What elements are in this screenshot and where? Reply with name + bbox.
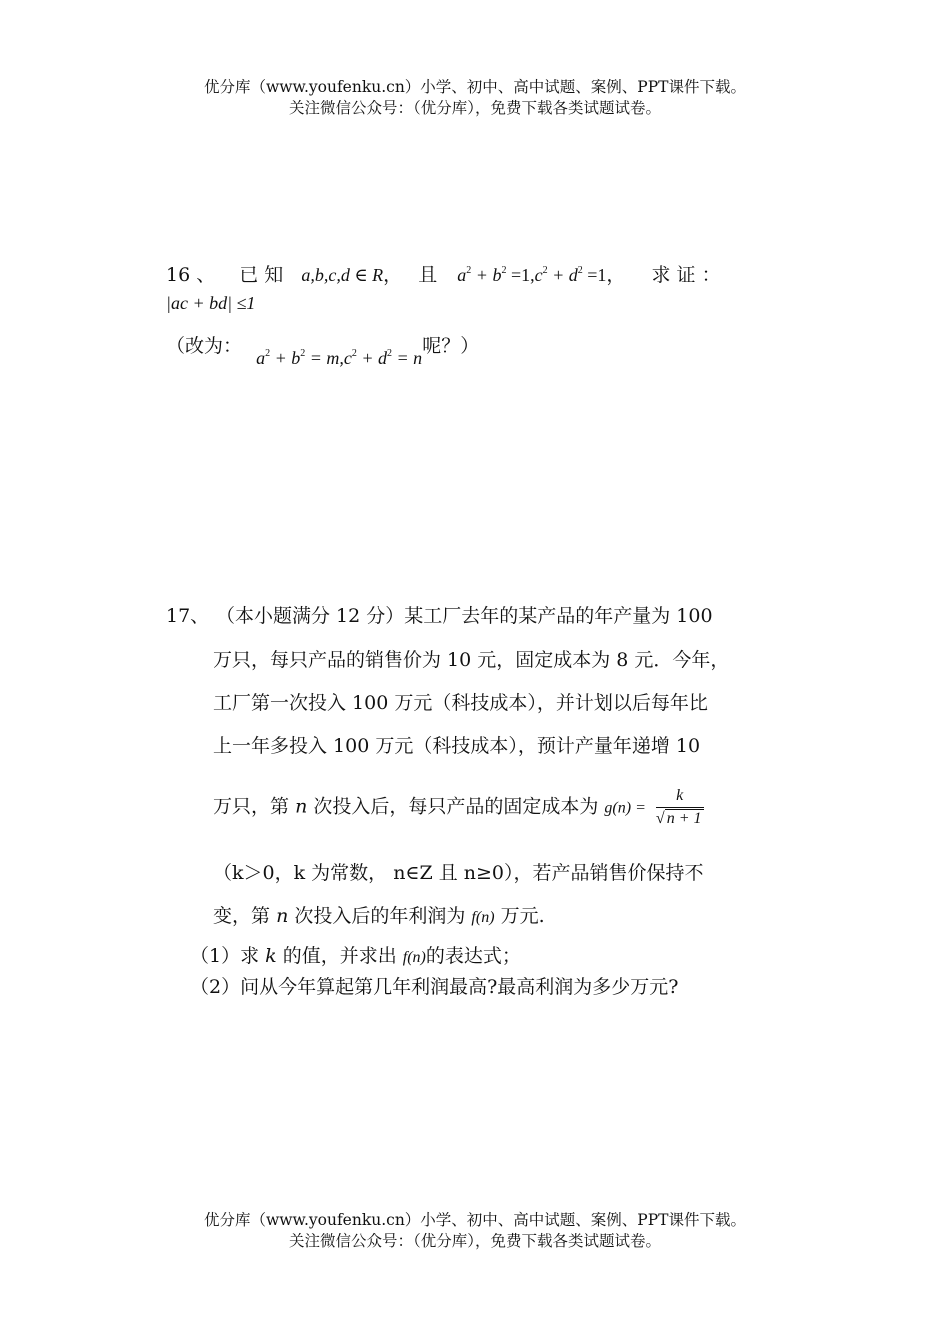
fraction-denominator: √ n + 1 (655, 810, 702, 827)
q16-line-1 (166, 260, 721, 287)
page-header (0, 77, 950, 119)
q17-line-6: （k＞0，k 为常数， n∈Z 且 n≥0），若产品销售价保持不 (213, 862, 704, 884)
q16-variables: a,b,c,d ∈ R (301, 265, 384, 285)
header-line-1: 优分库（www.youfenku.cn）小学、初中、高中试题、案例、PPT课件下载。 (203, 78, 747, 96)
q16-condition: $a^2 + b^2 =1,c^2 + d^2 =1$ (457, 265, 607, 285)
q16-inequality: |ac + bd| ≤1 (166, 293, 256, 313)
q16-change-note (166, 331, 480, 368)
q17-line-7: 变，第 n 次投入后的年利润为 f(n) 万元. (213, 905, 545, 927)
q16-prove-text: 求 证 ： (651, 264, 721, 286)
q17-subquestion-2: （2）问从今年算起第几年利润最高?最高利润为多少万元? (190, 976, 679, 998)
q16-change-prefix: （改为： (166, 335, 243, 357)
f-function: f(n) (471, 909, 495, 926)
q16-comma-2: ， (606, 264, 626, 286)
header-line-2: 关注微信公众号：（优分库），免费下载各类试题试卷。 (288, 99, 661, 117)
q17-number: 17、 (166, 605, 210, 627)
q17-subquestion-1: （1）求 k 的值，并求出 f(n)的表达式； (190, 945, 521, 967)
q16-comma-1: ， (383, 264, 403, 286)
footer-line-1: 优分库（www.youfenku.cn）小学、初中、高中试题、案例、PPT课件下载。 (203, 1211, 747, 1229)
footer-line-2: 关注微信公众号：（优分库），免费下载各类试题试卷。 (288, 1232, 661, 1250)
g-function: g(n) = (604, 799, 646, 817)
q16-known-text: 已 知 (239, 264, 284, 286)
cost-fraction (656, 787, 704, 828)
q16-change-suffix: 呢？） (422, 335, 480, 357)
q17-line-4: 上一年多投入 100 万元（科技成本），预计产量年递增 10 (213, 735, 701, 757)
q17-line-3: 工厂第一次投入 100 万元（科技成本），并计划以后每年比 (213, 692, 708, 714)
q17-line-5: 万只，第 n 次投入后，每只产品的固定成本为 g(n) = $\frac{k}{√ n + 1}$ (213, 787, 702, 827)
q16-change-condition: $a^2 + b^2 = m,c^2 + d^2 = n$ (256, 348, 423, 368)
q17-line-1: （本小题满分 12 分）某工厂去年的某产品的年产量为 100 (216, 605, 713, 627)
page-footer (0, 1210, 950, 1252)
fraction-numerator: k (656, 787, 704, 808)
q16-and-text: 且 (418, 264, 438, 286)
q17-line-2: 万只，每只产品的销售价为 10 元，固定成本为 8 元．今年， (213, 649, 730, 671)
q16-number: 16 、 (166, 264, 216, 286)
